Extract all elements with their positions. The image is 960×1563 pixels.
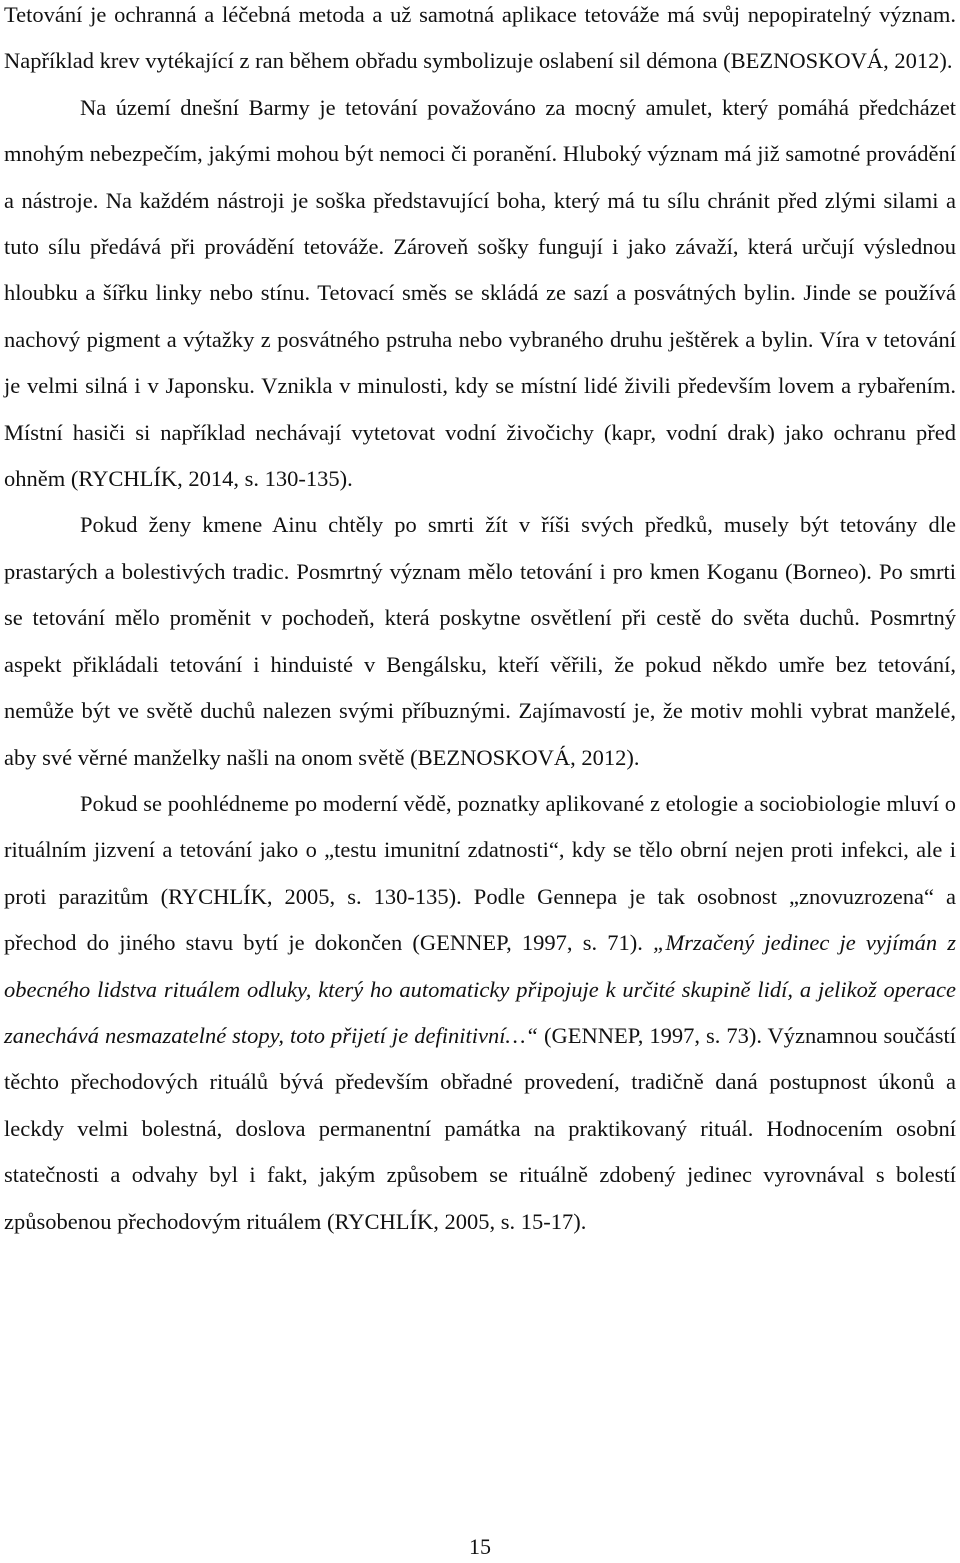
paragraph: [4, 85, 956, 503]
paragraph-text: Pokud ženy kmene Ainu chtěly po smrti žít v říši svých předků, musely být tetovány dle prastarých a bolestivých tradic. Posmrtný význam mělo tetování i pro kmen Koganu (Borneo). Po smrti se tetování mělo proměnit v pochodeň, která poskytne osvětlení při cestě do světa duchů. Posmrtný aspekt přikládali tetování i hinduisté v Bengálsku, kteří věřili, že pokud někdo umře bez tetování, nemůže být ve světě duchů nalezen svými příbuznými. Zajímavostí je, že motiv mohli vybrat manželé, aby své věrné manželky našli na onom světě (BEZNOSKOVÁ, 2012).: [4, 512, 956, 770]
body-text: [4, 0, 956, 1245]
page-number: 15: [469, 1534, 491, 1559]
paragraph-text: Tetování je ochranná a léčebná metoda a už samotná aplikace tetováže má svůj nepopiratelný význam. Například krev vytékající z ran během obřadu symbolizuje oslabení sil démona (BEZNOSKOVÁ, 2012).: [4, 2, 956, 74]
paragraph: [4, 0, 956, 85]
paragraph: [4, 502, 956, 780]
paragraph: [4, 781, 956, 1245]
quotation-italic: „Mrzačený jedinec je vyjímán z obecného lidstva rituálem odluky, který ho automaticky připojuje k určité skupině lidí, a jelikož operace zanechává nesmazatelné stopy, toto přijetí je definitivní…“: [4, 930, 956, 1048]
paragraph-text: Na území dnešní Barmy je tetování považováno za mocný amulet, který pomáhá předcházet mnohým nebezpečím, jakými mohou být nemoci či poranění. Hluboký význam má již samotné provádění a nástroje. Na každém nástroji je soška představující boha, který má tu sílu chránit před zlými silami a tuto sílu předává při provádění tetováže. Zároveň sošky fungují i jako závaží, která určují výslednou hloubku a šířku linky nebo stínu. Tetovací směs se skládá ze sazí a posvátných bylin. Jinde se používá nachový pigment a výtažky z posvátného pstruha nebo vybraného druhu ještěrek a bylin. Víra v tetování je velmi silná i v Japonsku. Vznikla v minulosti, kdy se místní lidé živili především lovem a rybařením. Místní hasiči si například nechávají vytetovat vodní živočichy (kapr, vodní drak) jako ochranu před ohněm (RYCHLÍK, 2014, s. 130-135).: [4, 94, 956, 492]
paragraph-text: (GENNEP, 1997, s. 73). Významnou součástí těchto přechodových rituálů bývá především obřadné provedení, tradičně daná postupnost úkonů a leckdy velmi bolestná, doslova permanentní památka na praktikovaný rituál. Hodnocením osobní statečnosti a odvahy byl i fakt, jakým způsobem se rituálně zdobený jedinec vyrovnával s bolestí způsobenou přechodovým rituálem (RYCHLÍK, 2005, s. 15-17).: [4, 1022, 956, 1234]
paragraph-text: Pokud se poohlédneme po moderní vědě, poznatky aplikované z etologie a sociobiologie mluví o rituálním jizvení a tetování jako o „testu imunitní zdatnosti“, kdy se tělo obrní nejen proti infekci, ale i proti parazitům (RYCHLÍK, 2005, s. 130-135). Podle Gennepa je tak osobnost „znovuzrozena“ a přechod do jiného stavu bytí je dokončen (GENNEP, 1997, s. 71).: [4, 790, 956, 956]
